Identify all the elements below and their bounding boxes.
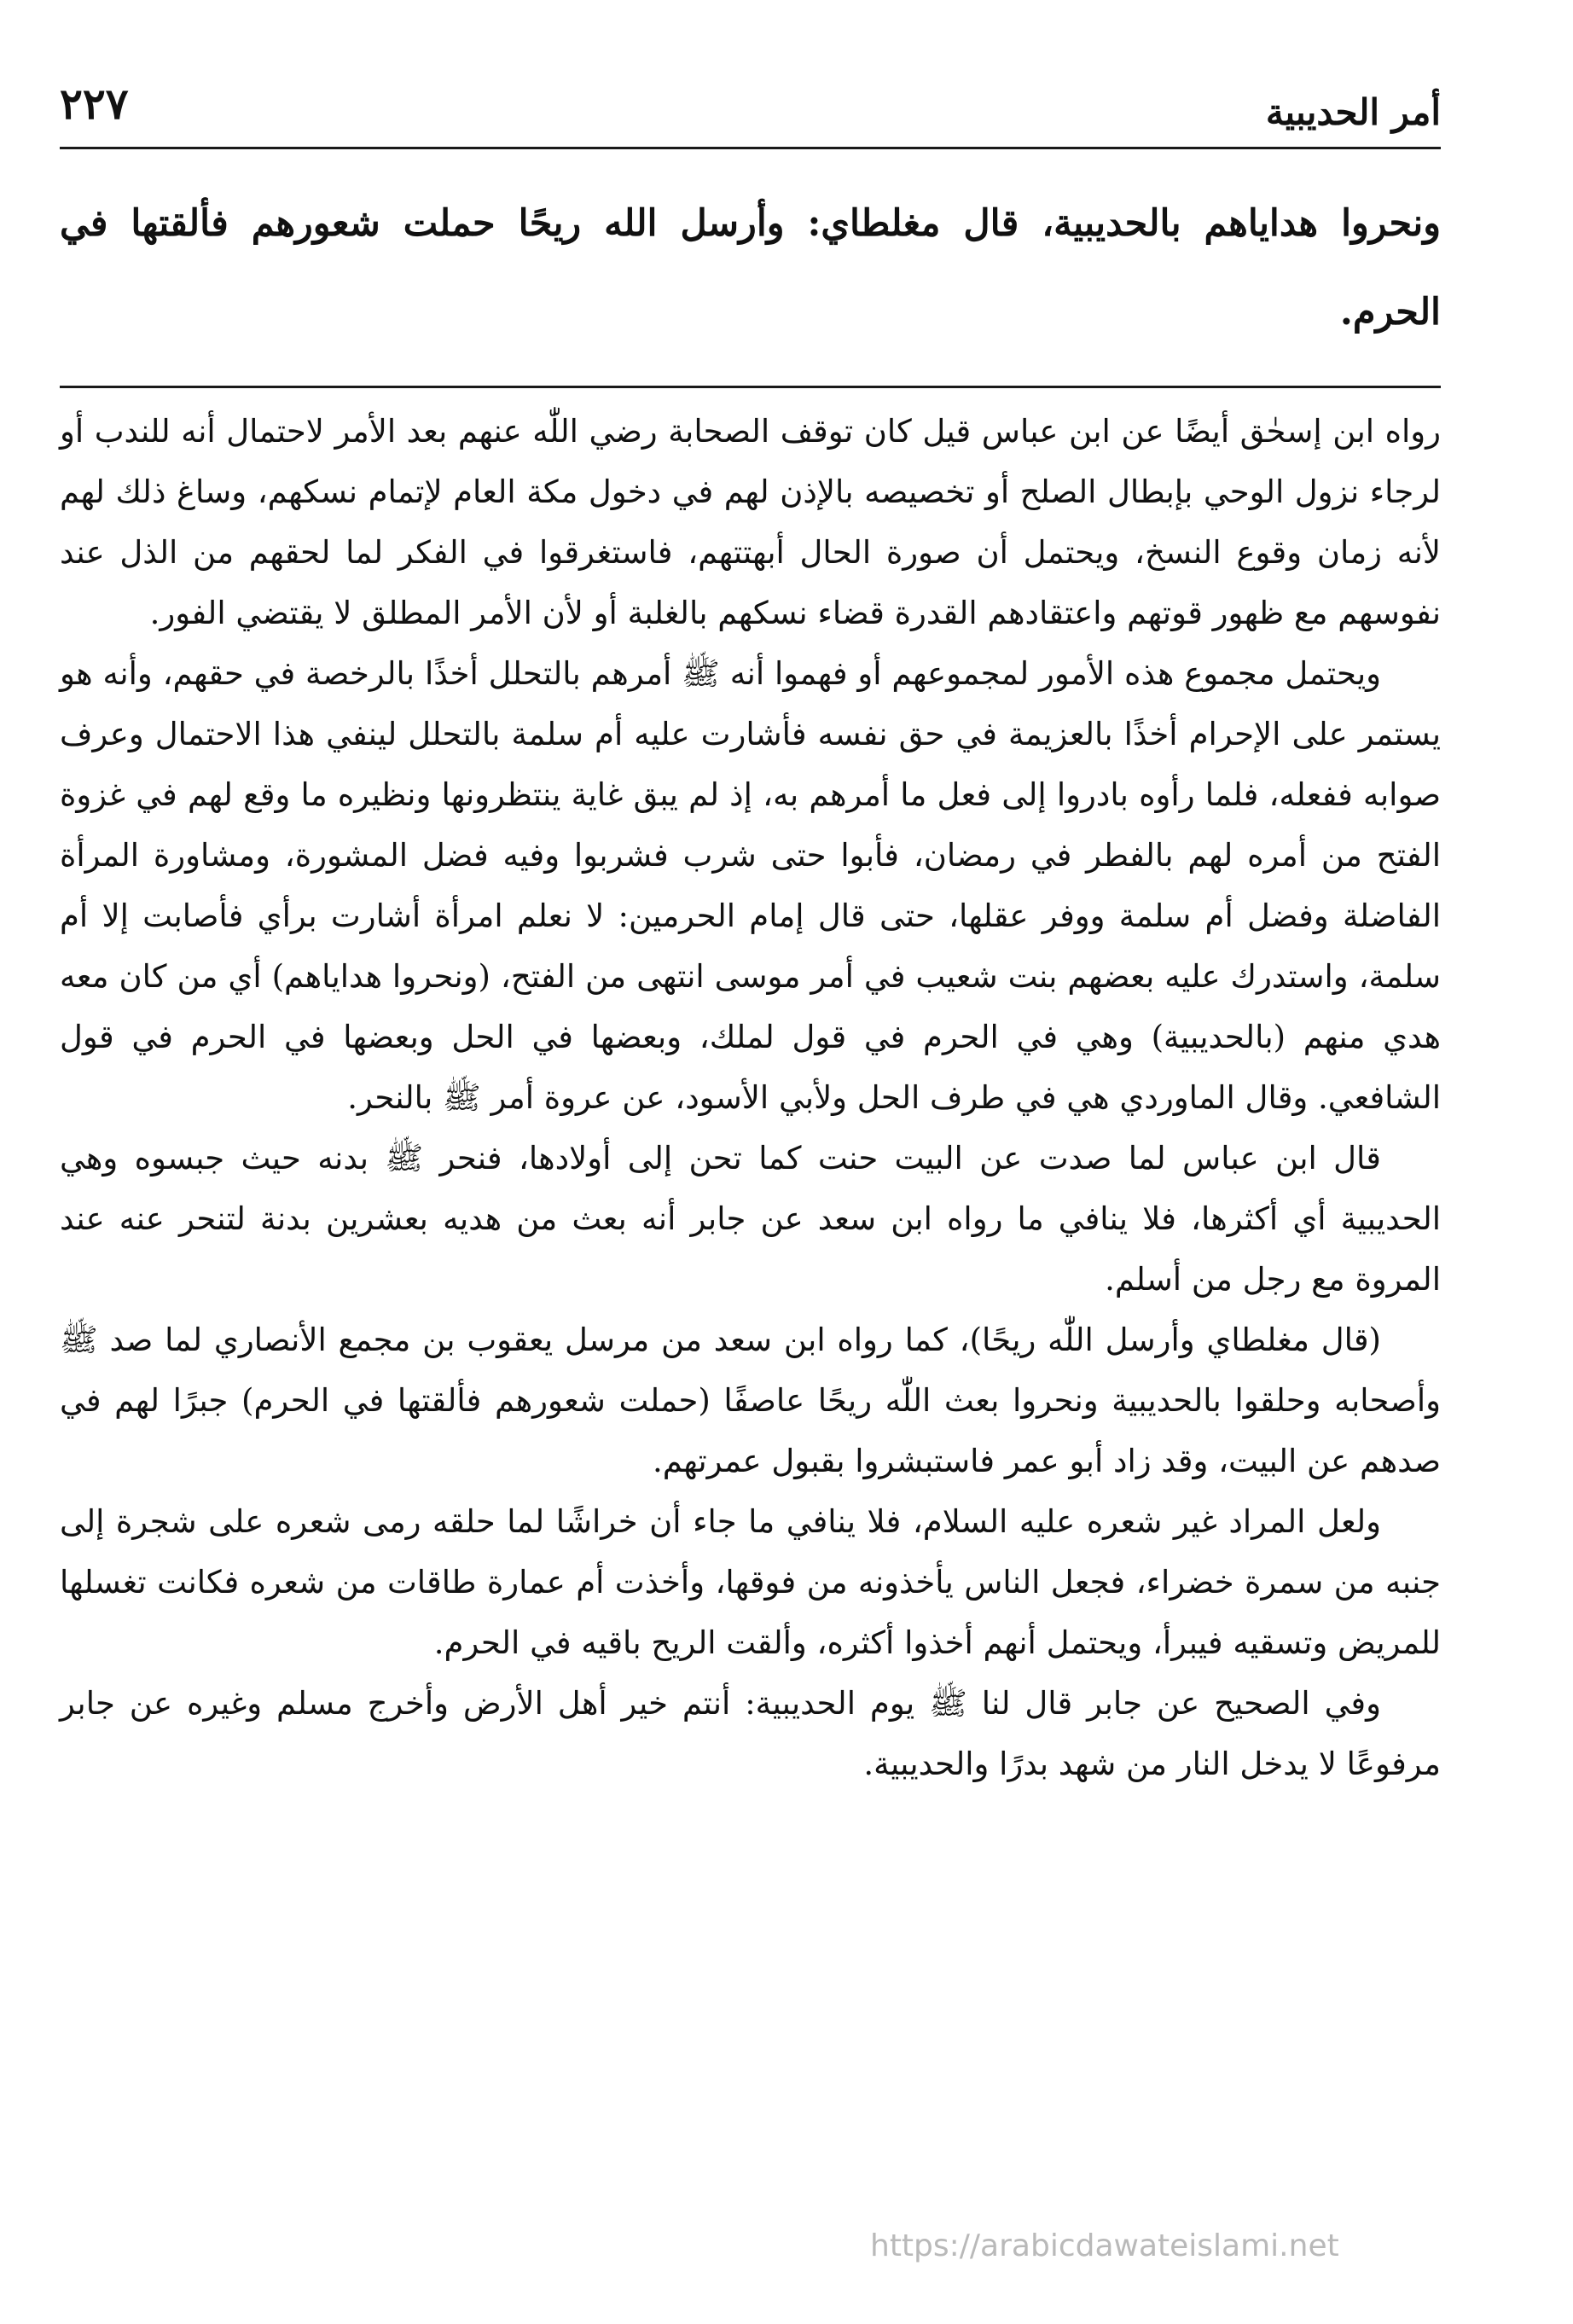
commentary-paragraph: قال ابن عباس لما صدت عن البيت حنت كما تحن إلى أولادها، فنحر ﷺ بدنه حيث جبسوه وهي الحديبية أي أكثرها، فلا ينافي ما رواه ابن سعد عن جابر أنه بعث من هديه بعشرين بدنة لتنحر عنه عند المروة مع رجل من أسلم. — [60, 1140, 1441, 1298]
section-divider — [60, 386, 1441, 388]
main-text: ونحروا هداياهم بالحديبية، قال مغلطاي: وأرسل الله ريحًا حملت شعورهم فألقتها في الحرم. — [60, 202, 1441, 334]
commentary — [60, 401, 1441, 1794]
running-title: أمر الحديبية — [1265, 91, 1441, 133]
commentary-paragraph: وفي الصحيح عن جابر قال لنا ﷺ يوم الحديبية: أنتم خير أهل الأرض وأخرج مسلم وغيره عن جابر مرفوعًا لا يدخل النار من شهد بدرًا والحديبية. — [60, 1685, 1441, 1782]
commentary-paragraph: ولعل المراد غير شعره عليه السلام، فلا ينافي ما جاء أن خراشًا لما حلقه رمى شعره على شجرة إلى جنبه من سمرة خضراء، فجعل الناس يأخذونه من فوقها، وأخذت أم عمارة طاقات من شعره فكانت تغسلها للمريض وتسقيه فيبرأ، ويحتمل أنهم أخذوا أكثره، وألقت الريح باقيه في الحرم. — [60, 1503, 1441, 1661]
commentary-paragraph: (قال مغلطاي وأرسل اللّٰه ريحًا)، كما رواه ابن سعد من مرسل يعقوب بن مجمع الأنصاري لما صد ﷺ وأصحابه وحلقوا بالحديبية ونحروا بعث اللّٰه ريحًا عاصفًا (حملت شعورهم فألقتها في الحرم) جبرًا لهم في صدهم عن البيت، وقد زاد أبو عمر فاستبشروا بقبول عمرتهم. — [60, 1322, 1441, 1479]
page-number: ٢٢٧ — [60, 78, 129, 129]
watermark: https://arabicdawateislami.net — [870, 2228, 1339, 2263]
commentary-paragraph: ويحتمل مجموع هذه الأمور لمجموعهم أو فهموا أنه ﷺ أمرهم بالتحلل أخذًا بالرخصة في حقهم، وأنه هو يستمر على الإحرام أخذًا بالعزيمة في حق نفسه فأشارت عليه أم سلمة بالتحلل لينفي هذا الاحتمال وعرف صوابه ففعله، فلما رأوه بادروا إلى فعل ما أمرهم به، إذ لم يبق غاية ينتظرونها ونظيره ما وقع لهم في غزوة الفتح من أمره لهم بالفطر في رمضان، فأبوا حتى شرب فشربوا وفيه فضل المشورة، ومشاورة المرأة الفاضلة وفضل أم سلمة ووفر عقلها، حتى قال إمام الحرمين: لا نعلم امرأة أشارت برأي فأصابت إلا أم سلمة، واستدرك عليه بعضهم بنت شعيب في أمر موسى انتهى من الفتح، (ونحروا هداياهم) أي من كان معه هدي منهم (بالحديبية) وهي في الحرم في قول لملك، وبعضها في الحل وبعضها في الحرم في قول الشافعي. وقال الماوردي هي في طرف الحل ولأبي الأسود، عن عروة أمر ﷺ بالنحر. — [60, 655, 1441, 1116]
commentary-paragraph: رواه ابن إسحٰق أيضًا عن ابن عباس قيل كان توقف الصحابة رضي اللّٰه عنهم بعد الأمر لاحتمال أنه للندب أو لرجاء نزول الوحي بإبطال الصلح أو تخصيصه بالإذن لهم في دخول مكة العام لإتمام نسكهم، وساغ ذلك لهم لأنه زمان وقوع النسخ، ويحتمل أن صورة الحال أبهتتهم، فاستغرقوا في الفكر لما لحقهم من الذل عند نفوسهم مع ظهور قوتهم واعتقادهم القدرة قضاء نسكهم بالغلبة أو لأن الأمر المطلق لا يقتضي الفور. — [60, 413, 1441, 631]
page-header — [60, 78, 1441, 149]
